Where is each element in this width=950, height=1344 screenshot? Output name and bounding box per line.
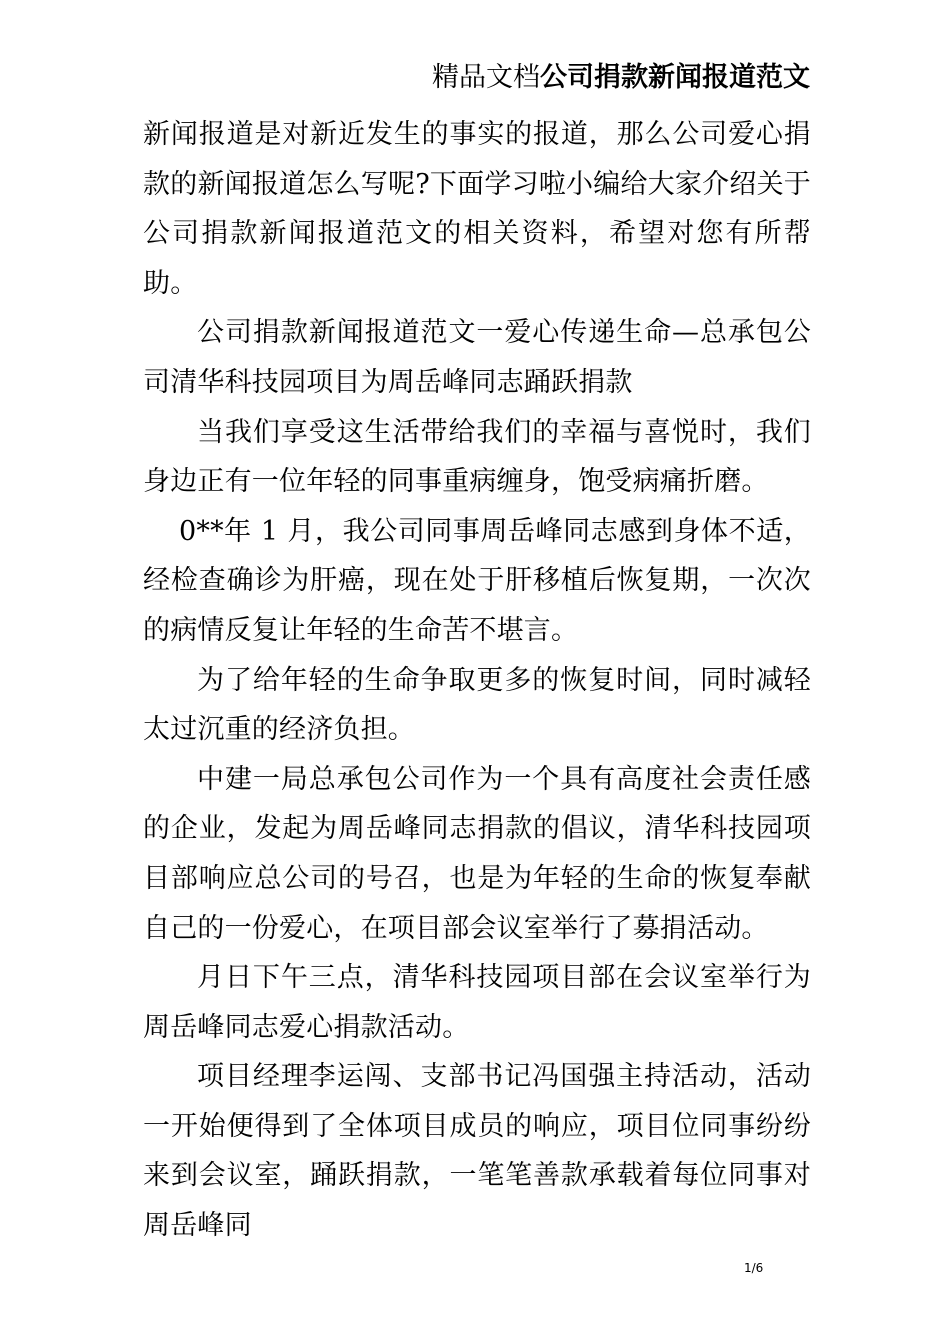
document-title: 公司捐款新闻报道范文 <box>540 62 810 93</box>
body-paragraph: 项目经理李运闯、支部书记冯国强主持活动，活动一开始便得到了全体项目成员的响应，项目位同事纷纷来到会议室，踊跃捐款，一笔笔善款承载着每位同事对周岳峰同 <box>143 1061 811 1242</box>
body-paragraph: 月日下午三点，清华科技园项目部在会议室举行为周岳峰同志爱心捐款活动。 <box>143 962 811 1043</box>
body-paragraph: 当我们享受这生活带给我们的幸福与喜悦时，我们身边正有一位年轻的同事重病缠身，饱受病痛折磨。 <box>143 416 811 498</box>
article-heading-paragraph: 公司捐款新闻报道范文一爱心传递生命—总承包公司清华科技园项目为周岳峰同志踊跃捐款 <box>143 317 811 398</box>
document-header <box>432 58 810 98</box>
body-paragraph: 为了给年轻的生命争取更多的恢复时间，同时减轻太过沉重的经济负担。 <box>143 664 811 746</box>
header-prefix: 精品文档 <box>432 62 540 93</box>
body-paragraph: 中建一局总承包公司作为一个具有高度社会责任感的企业，发起为周岳峰同志捐款的倡议，清华科技园项目部响应总公司的号召，也是为年轻的生命的恢复奉献自己的一份爱心，在项目部会议室举行了募捐活动。 <box>143 763 811 944</box>
document-body <box>143 110 811 1251</box>
body-paragraph: 0**年 1 月，我公司同事周岳峰同志感到身体不适，经检查确诊为肝癌，现在处于肝移植后恢复期，一次次的病情反复让年轻的生命苦不堪言。 <box>143 515 811 646</box>
page-number: 1/6 <box>744 1261 764 1275</box>
intro-paragraph: 新闻报道是对新近发生的事实的报道，那么公司爱心捐款的新闻报道怎么写呢?下面学习啦小编给大家介绍关于公司捐款新闻报道范文的相关资料，希望对您有所帮助。 <box>143 119 811 299</box>
